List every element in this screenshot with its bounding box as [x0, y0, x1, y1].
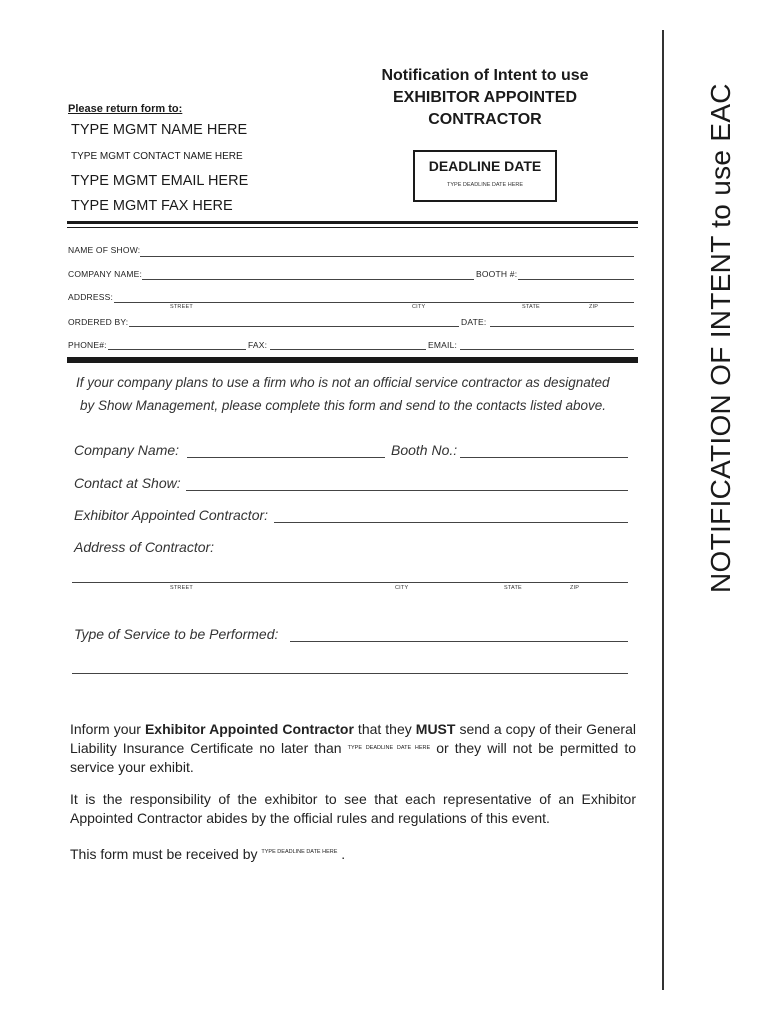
received-by-paragraph — [70, 843, 636, 864]
mgmt-fax[interactable]: TYPE MGMT FAX HERE — [71, 198, 233, 214]
deadline-placeholder[interactable]: TYPE DEADLINE DATE HERE — [447, 182, 523, 188]
company-name-field[interactable] — [142, 279, 474, 280]
contractor-zip-caption: ZIP — [570, 585, 580, 591]
ordered-by-label: ORDERED BY: — [68, 317, 129, 327]
date-label: DATE: — [461, 317, 487, 327]
date-field[interactable] — [490, 326, 634, 327]
email-label: EMAIL: — [428, 340, 458, 350]
ordered-by-field[interactable] — [129, 326, 459, 327]
intro-line2: by Show Management, please complete this form and send to the contacts listed above. — [80, 398, 607, 413]
p1-e: send a copy of their General Liability Insurance Certificate no later than — [70, 721, 636, 756]
mgmt-email[interactable]: TYPE MGMT EMAIL HERE — [71, 173, 249, 189]
contractor-state-caption: STATE — [504, 585, 522, 591]
form-title-line2: EXHIBITOR APPOINTED — [392, 89, 578, 106]
p3-a: This form must be received by — [70, 846, 262, 862]
p1-c: that they — [353, 721, 416, 737]
address-state-caption: STATE — [522, 304, 540, 310]
insurance-paragraph — [70, 720, 636, 777]
fax-field[interactable] — [270, 349, 426, 350]
name-of-show-field[interactable] — [140, 256, 634, 257]
phone-field[interactable] — [108, 349, 246, 350]
form-title-line3: CONTRACTOR — [428, 111, 542, 128]
address-city-caption: CITY — [412, 304, 426, 310]
address-field[interactable] — [114, 302, 634, 303]
eac-booth-field[interactable] — [460, 457, 628, 458]
contact-at-show-field[interactable] — [186, 490, 628, 491]
contractor-city-caption: CITY — [395, 585, 409, 591]
p1-a: Inform your — [70, 721, 145, 737]
intro-line1: If your company plans to use a firm who is not an official service contractor as designated — [76, 375, 610, 390]
contractor-address-label: Address of Contractor: — [74, 539, 215, 555]
name-of-show-label: NAME OF SHOW: — [68, 245, 141, 255]
type-of-service-label: Type of Service to be Performed: — [74, 626, 279, 642]
p1-deadline-placeholder[interactable]: TYPE DEADLINE DATE HERE — [347, 745, 431, 751]
company-name-label: COMPANY NAME: — [68, 269, 143, 279]
phone-label: PHONE#: — [68, 340, 107, 350]
form-title — [350, 65, 620, 131]
deadline-title: DEADLINE DATE — [428, 158, 542, 174]
type-of-service-field[interactable] — [290, 641, 628, 642]
type-of-service-field-2[interactable] — [72, 673, 628, 674]
eac-field[interactable] — [274, 522, 628, 523]
eac-label: Exhibitor Appointed Contractor: — [74, 507, 269, 523]
fax-label: FAX: — [248, 340, 268, 350]
eac-company-name-field[interactable] — [187, 457, 385, 458]
contractor-street-caption: STREET — [170, 585, 193, 591]
eac-booth-label: Booth No.: — [391, 442, 458, 458]
section-divider — [67, 357, 638, 363]
booth-label: BOOTH #: — [476, 269, 518, 279]
responsibility-paragraph: It is the responsibility of the exhibitor to see that each representative of an Exhibitor Appointed Contractor abides by the official rules and regulations of this event. — [70, 791, 636, 826]
return-label: Please return form to: — [68, 103, 183, 115]
mgmt-contact[interactable]: TYPE MGMT CONTACT NAME HERE — [71, 151, 243, 162]
address-street-caption: STREET — [170, 304, 193, 310]
header-divider — [67, 221, 638, 224]
eac-company-name-label: Company Name: — [74, 442, 180, 458]
email-field[interactable] — [460, 349, 634, 350]
p3-deadline-placeholder[interactable]: TYPE DEADLINE DATE HERE — [261, 849, 338, 855]
header-divider-thin — [67, 227, 638, 228]
contractor-address-field[interactable] — [72, 582, 628, 583]
p1-g: or they will not be permitted to service your exhibit. — [70, 740, 636, 775]
p1-d: MUST — [415, 721, 456, 737]
booth-field[interactable] — [518, 279, 634, 280]
p1-b: Exhibitor Appointed Contractor — [144, 721, 354, 737]
deadline-box — [413, 150, 557, 202]
address-label: ADDRESS: — [68, 292, 114, 302]
side-title: NOTIFICATION OF INTENT to use EAC — [705, 83, 736, 593]
address-zip-caption: ZIP — [589, 304, 599, 310]
mgmt-name[interactable]: TYPE MGMT NAME HERE — [71, 122, 248, 138]
p3-c: . — [337, 846, 346, 862]
contact-at-show-label: Contact at Show: — [74, 475, 181, 491]
form-title-line1: Notification of Intent to use — [381, 67, 589, 84]
side-divider — [662, 30, 664, 990]
